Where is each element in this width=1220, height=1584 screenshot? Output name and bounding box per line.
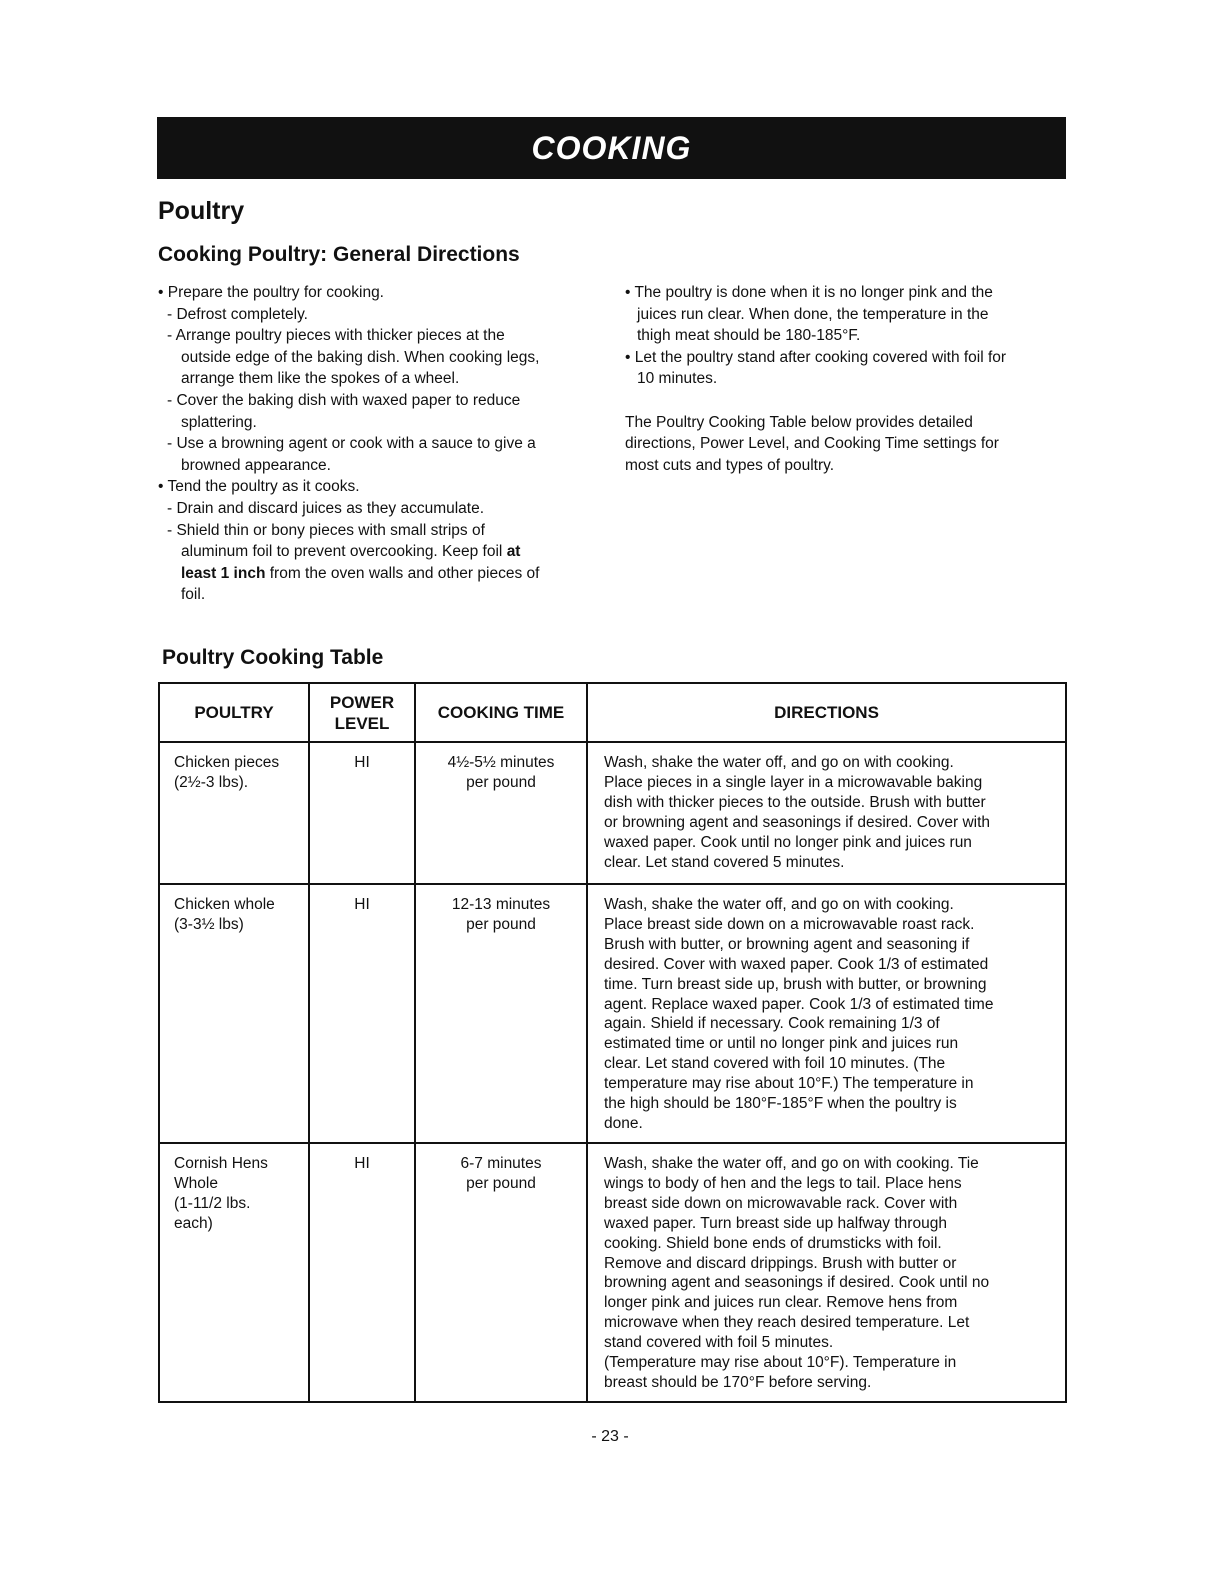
cell-line: Place pieces in a single layer in a microwavable baking [604, 773, 983, 791]
cell-line: per pound [466, 1174, 536, 1192]
cell-line: Wash, shake the water off, and go on with cooking. [604, 896, 954, 913]
cell-directions [587, 742, 1066, 884]
cell-power-level: HI [309, 884, 415, 1143]
cell-line: (1-11/2 lbs. [174, 1194, 251, 1212]
table-header-row [159, 683, 1066, 742]
cell-line: desired. Cover with waxed paper. Cook 1/3 of estimated [604, 955, 989, 973]
list-item [158, 563, 603, 585]
cell-line: estimated time or until no longer pink and juices run [604, 1035, 959, 1053]
list-item: juices run clear. When done, the temperature in the [637, 305, 989, 323]
cell-line: browning agent and seasonings if desired. Cook until no [604, 1274, 990, 1292]
cell-cooking-time [415, 1143, 587, 1402]
header-power-level [309, 683, 415, 742]
cell-line: 6-7 minutes [460, 1155, 542, 1172]
list-item: - Arrange poultry pieces with thicker pieces at the [167, 327, 505, 345]
cell-line: or browning agent and seasonings if desired. Cover with [604, 813, 991, 831]
list-item: 10 minutes. [637, 370, 718, 388]
list-item: arrange them like the spokes of a wheel. [181, 370, 460, 388]
list-item: - Shield thin or bony pieces with small strips of [167, 521, 485, 539]
list-item: outside edge of the baking dish. When cooking legs, [181, 348, 540, 366]
cell-line: (Temperature may rise about 10°F). Temperature in [604, 1354, 957, 1372]
list-item: • Tend the poultry as it cooks. [158, 478, 360, 496]
page-number: - 23 - [591, 1428, 629, 1445]
cell-line: agent. Replace waxed paper. Cook 1/3 of estimated time [604, 995, 994, 1013]
cell-line: Brush with butter, or browning agent and seasoning if [604, 935, 970, 953]
table-row [159, 1143, 1066, 1402]
general-directions-left [158, 282, 603, 606]
cell-line: Cornish Hens [174, 1155, 268, 1172]
paragraph-line: most cuts and types of poultry. [625, 456, 835, 474]
list-item: • Let the poultry stand after cooking covered with foil for [625, 348, 1007, 366]
list-item [158, 541, 603, 563]
cell-cooking-time [415, 742, 587, 884]
header-directions: DIRECTIONS [587, 683, 1066, 742]
table-title: Poultry Cooking Table [162, 646, 384, 669]
cell-line: Chicken pieces [174, 754, 280, 771]
cell-line: waxed paper. Cook until no longer pink and juices run [604, 833, 972, 851]
cell-line: wings to body of hen and the legs to tail. Place hens [604, 1174, 962, 1192]
header-level-line: LEVEL [334, 713, 390, 733]
emphasis-text: at [506, 543, 521, 561]
table-row [159, 742, 1066, 884]
cell-line: the high should be 180°F-185°F when the poultry is [604, 1095, 957, 1113]
header-poultry: POULTRY [159, 683, 309, 742]
cell-line: 12-13 minutes [451, 896, 551, 913]
cell-cooking-time [415, 884, 587, 1143]
cell-line: (3-3½ lbs) [174, 915, 244, 933]
cell-line: again. Shield if necessary. Cook remaining 1/3 of [604, 1015, 940, 1033]
cell-line: per pound [466, 773, 536, 791]
list-item: - Drain and discard juices as they accumulate. [167, 499, 485, 517]
cell-line: microwave when they reach desired temperature. Let [604, 1314, 970, 1332]
cell-power-level: HI [309, 742, 415, 884]
cell-line: Remove and discard drippings. Brush with butter or [604, 1254, 957, 1272]
subsection-title: Cooking Poultry: General Directions [158, 243, 520, 266]
list-item: browned appearance. [181, 456, 331, 474]
cell-line: clear. Let stand covered with foil 10 minutes. (The [604, 1055, 946, 1073]
cell-line: breast should be 170°F before serving. [604, 1373, 872, 1391]
cell-line: time. Turn breast side up, brush with butter, or browning [604, 975, 987, 993]
cell-line: done. [604, 1114, 643, 1132]
cell-line: Wash, shake the water off, and go on with cooking. [604, 754, 954, 771]
cell-line: Wash, shake the water off, and go on with cooking. Tie [604, 1155, 979, 1172]
cell-line: breast side down on microwavable rack. Cover with [604, 1194, 958, 1212]
list-item: • Prepare the poultry for cooking. [158, 284, 384, 301]
cell-line: dish with thicker pieces to the outside. Brush with butter [604, 793, 986, 811]
cell-power-level: HI [309, 1143, 415, 1402]
cell-line: Whole [174, 1174, 218, 1192]
list-item: - Use a browning agent or cook with a sauce to give a [167, 435, 536, 453]
cell-directions [587, 884, 1066, 1143]
cell-line: stand covered with foil 5 minutes. [604, 1334, 834, 1352]
emphasis-text: least 1 inch [181, 564, 266, 582]
cell-line: longer pink and juices run clear. Remove hens from [604, 1294, 958, 1312]
table-row [159, 884, 1066, 1143]
section-title: Poultry [158, 197, 245, 225]
list-item: • The poultry is done when it is no longer pink and the [625, 284, 993, 301]
paragraph-line: The Poultry Cooking Table below provides detailed [625, 413, 973, 431]
list-item: thigh meat should be 180-185°F. [637, 327, 861, 345]
list-item-text: from the oven walls and other pieces of [269, 564, 540, 582]
list-item: foil. [181, 586, 206, 604]
cell-line: each) [174, 1214, 213, 1232]
general-directions-right [625, 282, 1070, 476]
cell-poultry [159, 884, 309, 1143]
section-banner: COOKING [157, 117, 1066, 179]
cell-poultry [159, 1143, 309, 1402]
header-cooking-time: COOKING TIME [415, 683, 587, 742]
list-item: splattering. [181, 413, 257, 431]
cell-line: clear. Let stand covered 5 minutes. [604, 853, 845, 871]
cell-line: cooking. Shield bone ends of drumsticks with foil. [604, 1234, 942, 1252]
header-power-line: POWER [329, 692, 395, 712]
list-item: - Cover the baking dish with waxed paper to reduce [167, 391, 521, 409]
cell-line: 4½-5½ minutes [447, 754, 555, 771]
cell-line: per pound [466, 915, 536, 933]
list-item: - Defrost completely. [167, 305, 308, 323]
poultry-cooking-table [158, 682, 1067, 1403]
cell-poultry [159, 742, 309, 884]
cell-line: Chicken whole [174, 896, 275, 913]
cell-line: (2½-3 lbs). [174, 773, 249, 791]
cell-line: waxed paper. Turn breast side up halfway through [604, 1214, 947, 1232]
cell-line: Place breast side down on a microwavable roast rack. [604, 915, 975, 933]
cell-line: temperature may rise about 10°F.) The temperature in [604, 1075, 974, 1093]
paragraph-line: directions, Power Level, and Cooking Time settings for [625, 435, 999, 453]
cell-directions [587, 1143, 1066, 1402]
list-item-text: aluminum foil to prevent overcooking. Keep foil [181, 543, 503, 561]
